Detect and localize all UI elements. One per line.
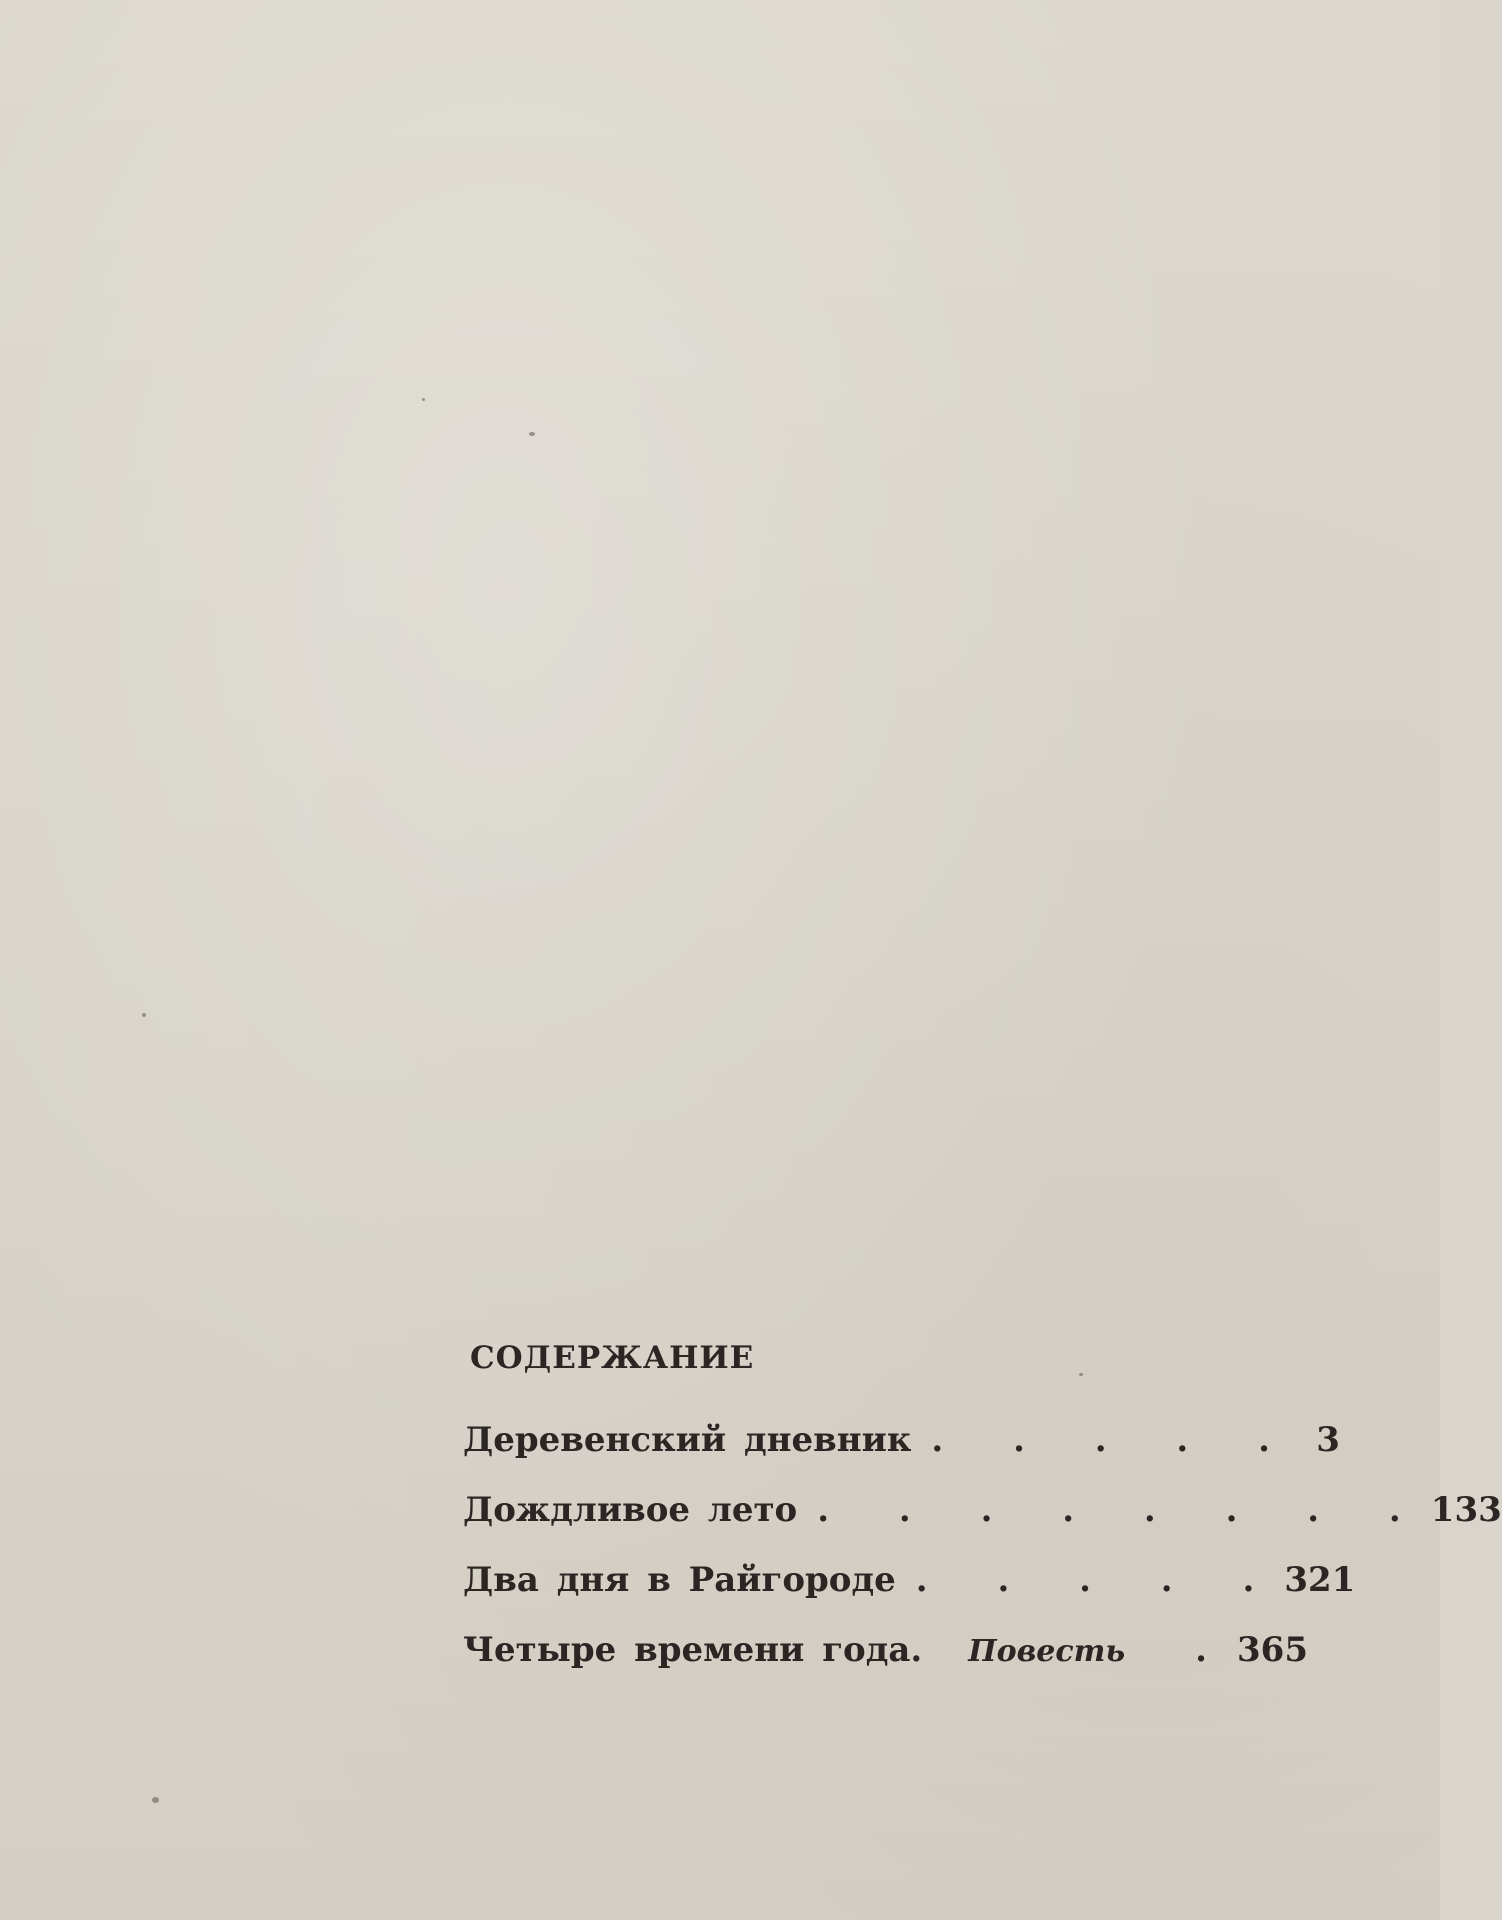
toc-entry-title: Два дня в Райгороде bbox=[463, 1560, 896, 1600]
toc-page-number: 321 bbox=[1284, 1560, 1356, 1600]
paper-speck bbox=[422, 398, 425, 401]
toc-page-number: 133 bbox=[1430, 1490, 1502, 1530]
paper-speck bbox=[152, 1797, 159, 1803]
toc-entry-subtitle: Повесть bbox=[968, 1634, 1126, 1669]
toc-entry-row bbox=[463, 1490, 1502, 1560]
toc-heading: СОДЕРЖАНИЕ bbox=[470, 1340, 755, 1376]
toc-entry-title: Деревенский дневник bbox=[463, 1420, 912, 1460]
toc-entry-row bbox=[463, 1630, 1308, 1700]
paper-speck bbox=[142, 1013, 146, 1017]
paper-speck bbox=[529, 432, 535, 436]
toc-entry-title: Четыре времени года. bbox=[463, 1630, 923, 1670]
table-of-contents bbox=[463, 1340, 1502, 1700]
toc-dot-leader: . . . . . . . . bbox=[817, 1490, 1427, 1530]
toc-entry-row bbox=[463, 1420, 1340, 1490]
toc-page-number: 3 bbox=[1316, 1420, 1340, 1460]
toc-dot-leader: . bbox=[1195, 1630, 1234, 1670]
toc-dot-leader: . . . . . bbox=[931, 1420, 1296, 1460]
toc-dot-leader: . . . . . bbox=[915, 1560, 1281, 1600]
toc-entry-row bbox=[463, 1560, 1356, 1630]
toc-page-number: 365 bbox=[1237, 1630, 1308, 1670]
toc-entry-title: Дождливое лето bbox=[463, 1490, 798, 1530]
